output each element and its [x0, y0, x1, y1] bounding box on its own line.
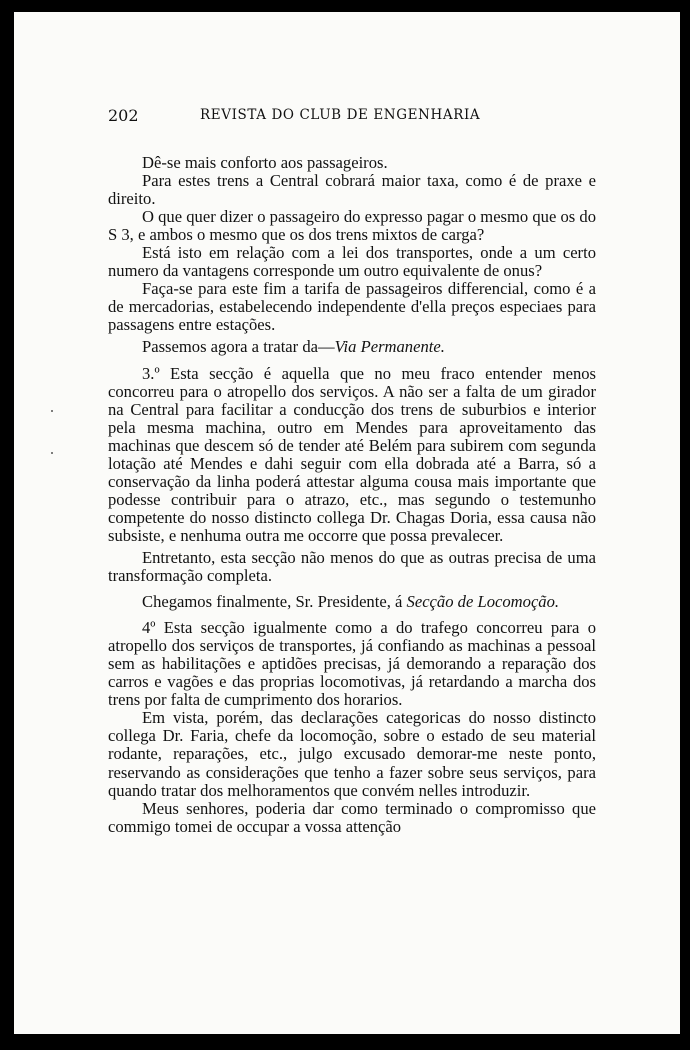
paragraph-quarta-seccao: 4º Esta secção igualmente como a do trafego concorreu para o atropello dos serviços de transportes, já confiando as machinas a pessoal sem as habilitações e aptidões precisas, já demorando a reparação dos carros e vagões e das proprias locomotivas, já retardando a marcha dos trens por falta de cumprimento dos horarios. [108, 618, 596, 710]
paragraph-via-permanente [108, 338, 596, 356]
margin-dot-mark [51, 410, 53, 412]
paragraph-lei-transportes: Está isto em relação com a lei dos transportes, onde a um certo numero da vantagens corresponde um outro equivalente de onus? [108, 243, 596, 281]
via-permanente-lead: Passemos agora a tratar da— [142, 337, 335, 357]
book-page [14, 12, 680, 1034]
paragraph-taxa: Para estes trens a Central cobrará maior taxa, como é de praxe e direito. [108, 171, 596, 209]
page-header [108, 106, 608, 128]
paragraph-tarifa: Faça-se para este fim a tarifa de passageiros differencial, como é a de mercadorias, estabelecendo independente d'ella preços especiaes para passagens entre estações. [108, 279, 596, 335]
paragraph-transformacao: Entretanto, esta secção não menos do que as outras precisa de uma transformação completa. [108, 547, 596, 586]
body-text [108, 154, 596, 836]
paragraph-conforto: Dê-se mais conforto aos passageiros. [142, 153, 388, 172]
paragraph-locomocao [108, 593, 596, 611]
paragraph-conclusao: Meus senhores, poderia dar como terminado o compromisso que commigo tomei de occupar a vossa attenção [108, 798, 596, 836]
margin-dot-mark [51, 452, 53, 454]
page-number: 202 [108, 106, 139, 125]
paragraph-terceira-seccao: 3.º Esta secção é aquella que no meu fraco entender menos concorreu para o atropello dos serviços. A não ser a falta de um girador na Central para facilitar a conducção dos trens de suburbios e interior pela mesma machina, outro em Mendes para aproveitamento das machinas que descem só de tender até Belém para subirem com segunda lotação até Mendes e dahi seguir com ella dobrada até a Barra, só a conservação da linha poderá attestar alguma cousa mais importante que podesse contribuir para o atrazo, etc., mas segundo o testemunho competente do nosso distincto collega Dr. Chagas Doria, essa causa não subsiste, e nenhuma outra me occorre que possa prevalecer. [108, 363, 596, 545]
running-title: REVISTA DO CLUB DE ENGENHARIA [200, 107, 481, 123]
locomocao-lead: Chegamos finalmente, Sr. Presidente, á [142, 592, 407, 612]
via-permanente-title: Via Permanente. [334, 337, 445, 357]
locomocao-title: Secção de Locomoção. [406, 592, 560, 612]
paragraph-expresso: O que quer dizer o passageiro do expresso pagar o mesmo que os do S 3, e ambos o mesmo que os dos trens mixtos de carga? [108, 207, 596, 245]
paragraph-declaracoes: Em vista, porém, das declarações categoricas do nosso distincto collega Dr. Faria, chefe da locomoção, sobre o estado de seu material rodante, reparações, etc., julgo excusado demorar-me neste ponto, reservando as considerações que tenho a fazer sobre seus serviços, para quando tratar dos melhoramentos que convém nelles introduzir. [108, 708, 596, 800]
